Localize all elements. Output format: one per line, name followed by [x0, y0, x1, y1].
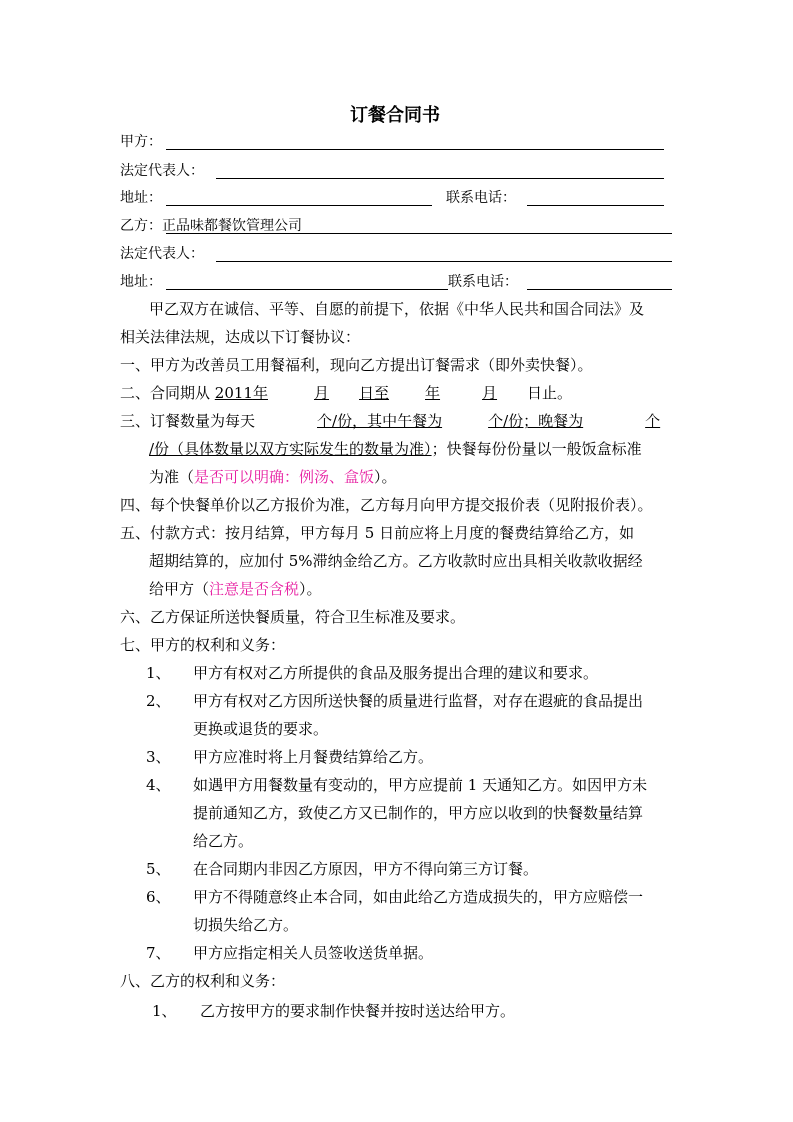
clause-7-item-7-num: 7、	[146, 944, 171, 962]
clause-2-end: 日止。	[527, 384, 573, 402]
clause-5-line-1: 五、付款方式：按月结算，甲方每月 5 日前应将上月度的餐费结算给乙方，如	[120, 524, 635, 542]
clause-7-heading: 七、甲方的权利和义务：	[120, 636, 286, 654]
clause-2-year-label	[253, 384, 314, 402]
clause-8-heading: 八、乙方的权利和义务：	[120, 972, 286, 990]
party-a-phone-line	[527, 205, 664, 206]
party-b-address-label: 地址：	[120, 274, 162, 290]
clause-3-qty-daily	[255, 412, 442, 430]
intro-line-2: 相关法律法规，达成以下订餐协议：	[120, 328, 361, 346]
clause-6: 六、乙方保证所送快餐质量，符合卫生标准及要求。	[120, 608, 466, 626]
clause-8-item-1-num: 1、	[152, 1002, 177, 1020]
clause-7-item-3-num: 3、	[146, 748, 171, 766]
party-a-name-line	[166, 149, 664, 150]
clause-7-item-2-line-1: 甲方有权对乙方因所送快餐的质量进行监督，对存在遐疵的食品提出	[193, 692, 644, 710]
intro-line-1: 甲乙双方在诚信、平等、自愿的前提下，依据《中华人民共和国合同法》及	[149, 300, 645, 318]
party-b-phone-line	[527, 289, 672, 290]
party-b-label-text: 乙方：	[120, 218, 162, 234]
clause-7-item-4-line-3: 给乙方。	[193, 832, 254, 850]
clause-3-line-1	[120, 410, 660, 431]
party-a-rep-line	[216, 178, 664, 179]
clause-3-line-2	[149, 438, 642, 459]
party-a-address-line	[166, 205, 432, 206]
clause-4: 四、每个快餐单价以乙方报价为准，乙方每月向甲方提交报价表（见附报价表）。	[120, 496, 653, 514]
clause-7-item-6-line-1: 甲方不得随意终止本合同，如由此给乙方造成损失的，甲方应赔偿一	[193, 888, 644, 906]
clause-5-line-3-text: 给甲方（	[149, 580, 210, 598]
clause-7-item-7-line-1: 甲方应指定相关人员签收送货单据。	[193, 944, 434, 962]
clause-8-item-1-line-1: 乙方按甲方的要求制作快餐并按时送达给甲方。	[200, 1002, 516, 1020]
clause-7-item-4-num: 4、	[146, 776, 171, 794]
clause-7-item-2-num: 2、	[146, 692, 171, 710]
clause-7-item-2-line-2: 更换或退货的要求。	[193, 720, 329, 738]
party-b-name: 正品味都餐饮管理公司	[162, 218, 302, 234]
year-unit: 年	[252, 384, 268, 402]
clause-2-end-month	[482, 384, 527, 402]
party-b-phone-label: 联系电话：	[448, 274, 518, 290]
party-b-name-line	[166, 233, 672, 234]
clause-5-line-2: 超期结算的，应加付 5%滞纳金给乙方。乙方收款时应出具相关收款收据经	[149, 552, 643, 570]
clause-3-qty-dinner	[583, 412, 660, 430]
month2-unit: 月	[482, 384, 498, 402]
clause-3-d: 个	[645, 412, 661, 430]
clause-2-prefix: 二、合同期从	[120, 384, 215, 402]
party-a-address-label: 地址：	[120, 190, 162, 206]
clause-7-item-5-num: 5、	[146, 860, 171, 878]
clause-3-a: 三、订餐数量为每天	[120, 412, 256, 430]
clause-3-line-3	[149, 466, 397, 487]
clause-5-line-3	[149, 578, 322, 599]
clause-7-item-4-line-2: 提前通知乙方，致使乙方又已制作的，甲方应以收到的快餐数量结算	[193, 804, 644, 822]
clause-7-item-1-line-1: 甲方有权对乙方所提供的食品及服务提出合理的建议和要求。	[193, 664, 599, 682]
clause-5-line-3-end: ）。	[299, 580, 322, 598]
party-a-phone-label: 联系电话：	[446, 190, 516, 206]
party-a-label: 甲方：	[120, 134, 162, 150]
party-b-address-line	[166, 289, 448, 290]
clause-3-note: 是否可以明确：例汤、盒饭	[194, 468, 375, 486]
clause-7-item-3-line-1: 甲方应准时将上月餐费结算给乙方。	[193, 748, 434, 766]
clause-1: 一、甲方为改善员工用餐福利，现向乙方提出订餐需求（即外卖快餐）。	[120, 356, 593, 374]
clause-3-portion: ；快餐每份份量以一般饭盒标准	[431, 440, 642, 458]
clause-3-qty-lunch	[442, 412, 583, 430]
party-b-label	[120, 215, 302, 235]
clause-2-day: 日至	[359, 384, 390, 402]
clause-3-line-3-end: ）。	[374, 468, 397, 486]
clause-3-c: 个/份；晚餐为	[488, 412, 584, 430]
clause-7-item-6-line-2: 切损失给乙方。	[193, 916, 299, 934]
clause-7-item-1-num: 1、	[146, 664, 171, 682]
clause-3-basis: /份（具体数量以双方实际发生的数量为准）	[149, 440, 432, 458]
party-b-rep-line	[216, 261, 672, 262]
clause-5-note: 注意是否含税	[209, 580, 300, 598]
document-title: 订餐合同书	[350, 105, 440, 126]
year2-unit: 年	[425, 384, 441, 402]
clause-2-start-year: 2011	[214, 384, 253, 402]
clause-2	[120, 382, 572, 403]
clause-7-item-5-line-1: 在合同期内非因乙方原因，甲方不得向第三方订餐。	[193, 860, 539, 878]
clause-2-month	[314, 384, 359, 402]
clause-7-item-6-num: 6、	[146, 888, 171, 906]
clause-2-end-year	[389, 384, 482, 402]
clause-3-b: 个/份，其中午餐为	[317, 412, 443, 430]
party-b-rep-label: 法定代表人：	[120, 246, 204, 262]
month-unit: 月	[313, 384, 329, 402]
clause-3-line-3-text: 为准（	[149, 468, 195, 486]
party-a-rep-label: 法定代表人：	[120, 163, 204, 179]
clause-7-item-4-line-1: 如遇甲方用餐数量有变动的，甲方应提前 1 天通知乙方。如因甲方未	[193, 776, 648, 794]
